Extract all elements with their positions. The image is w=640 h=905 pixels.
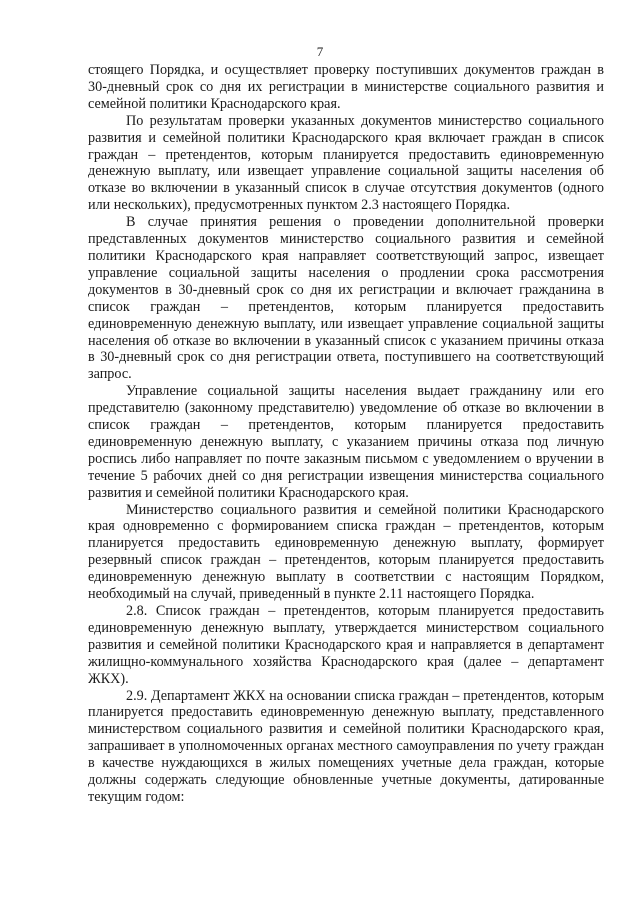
paragraph-continuation: стоящего Порядка, и осуществляет проверку поступивших документов граждан в 30-дневный срок со дня их регистрации в министерстве социального развития и семейной политики Краснодарского края. <box>88 62 604 112</box>
paragraph-verification-results: По результатам проверки указанных документов министерство социального развития и семейной политики Краснодарского края включает граждан в список граждан – претендентов, которым планируется предоставить единовременную денежную выплату, или извещает управление социальной защиты населения об отказе во включении в указанный список в случае отсутствия документов (одного или нескольких), предусмотренных пунктом 2.3 настоящего Порядка. <box>88 112 604 214</box>
paragraph-reserve-list: Министерство социального развития и семейной политики Краснодарского края одновременно с формированием списка граждан – претендентов, которым планируется предоставить единовременную денежную выплату, формирует резервный список граждан – претендентов, которым планируется предоставить единовременную денежную выплату в соответствии с настоящим Порядком, необходимый на случай, приведенный в пункте 2.11 настоящего Порядка. <box>88 501 604 603</box>
paragraph-refusal-notice: Управление социальной защиты населения выдает гражданину или его представителю (законному представителю) уведомление об отказе во включении в список граждан – претендентов, которым планируется предоставить единовременную денежную выплату, с указанием причины отказа под личную роспись либо направляет по почте заказным письмом с уведомлением о вручении в течение 5 рабочих дней со дня регистрации извещения министерства социального развития и семейной политики Краснодарского края. <box>88 383 604 501</box>
paragraph-2-9: 2.9. Департамент ЖКХ на основании списка граждан – претендентов, которым планируется предоставить единовременную денежную выплату, представленного министерством социального развития и семейной политики Краснодарского края, запрашивает в уполномоченных органах местного самоуправления по учету граждан в качестве нуждающихся в жилых помещениях учетные дела граждан, которые должны содержать следующие обновленные учетные документы, датированные текущим годом: <box>88 687 604 805</box>
page-number: 7 <box>316 44 324 59</box>
document-body <box>88 62 604 806</box>
paragraph-additional-check: В случае принятия решения о проведении дополнительной проверки представленных документов министерство социального развития и семейной политики Краснодарского края направляет соответствующий запрос, извещает управление социальной защиты населения о продлении срока рассмотрения документов в 30-дневный срок со дня их регистрации и включает гражданина в список граждан – претендентов, которым планируется предоставить единовременную денежную выплату, или извещает управление социальной защиты населения об отказе во включении в указанный список с указанием причины отказа в 30-дневный срок со дня регистрации ответа, поступившего на соответствующий запрос. <box>88 214 604 383</box>
paragraph-2-8: 2.8. Список граждан – претендентов, которым планируется предоставить единовременную денежную выплату, утверждается министерством социального развития и семейной политики Краснодарского края и направляется в департамент жилищно-коммунального хозяйства Краснодарского края (далее – департамент ЖКХ). <box>88 603 604 687</box>
